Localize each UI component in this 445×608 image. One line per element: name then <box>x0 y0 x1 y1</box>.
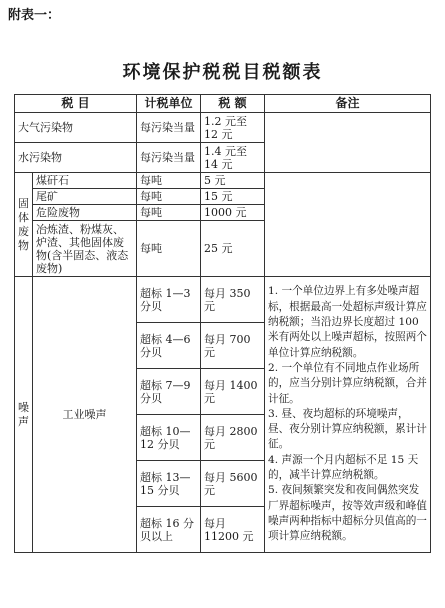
noise-unit: 超标 1—3 分贝 <box>137 277 201 323</box>
solid-unit: 每吨 <box>137 189 201 205</box>
noise-amount: 每月 2800 元 <box>201 415 265 461</box>
attachment-label: 附表一： <box>8 8 61 23</box>
water-unit: 每污染当量 <box>137 143 201 173</box>
noise-unit: 超标 7—9 分贝 <box>137 369 201 415</box>
note-3: 3. 昼、夜均超标的环境噪声，昼、夜分别计算应纳税额，累计计征。 <box>268 407 427 451</box>
solid-item: 煤矸石 <box>33 173 137 189</box>
noise-unit: 超标 13—15 分贝 <box>137 461 201 507</box>
note-5: 5. 夜间频繁突发和夜间偶然突发厂界超标噪声，按等效声级和峰值噪声两种指标中超标分贝值高的一项计算应纳税额。 <box>268 484 427 543</box>
noise-unit: 超标 4—6 分贝 <box>137 323 201 369</box>
tax-table <box>14 94 431 553</box>
noise-unit: 超标 10—12 分贝 <box>137 415 201 461</box>
header-item: 税 目 <box>15 95 137 113</box>
air-unit: 每污染当量 <box>137 113 201 143</box>
note-4: 4. 声源一个月内超标不足 15 天的，减半计算应纳税额。 <box>268 453 419 482</box>
table-row <box>15 277 431 323</box>
solid-item: 危险废物 <box>33 205 137 221</box>
noise-amount: 每月 350 元 <box>201 277 265 323</box>
noise-category: 噪声 <box>15 277 33 553</box>
solid-category: 固体废物 <box>15 173 33 277</box>
solid-amount: 5 元 <box>201 173 265 189</box>
noise-amount: 每月 700 元 <box>201 323 265 369</box>
table-row <box>15 173 431 189</box>
header-row <box>15 95 431 113</box>
noise-notes <box>265 277 431 553</box>
solid-amount: 25 元 <box>201 221 265 277</box>
noise-unit: 超标 16 分贝以上 <box>137 507 201 553</box>
water-item: 水污染物 <box>15 143 137 173</box>
solid-unit: 每吨 <box>137 205 201 221</box>
notes-empty-1 <box>265 113 431 173</box>
note-1: 1. 一个单位边界上有多处噪声超标，根据最高一处超标声级计算应纳税额；当沿边界长度超过 100 米有两处以上噪声超标，按照两个单位计算应纳税额。 <box>268 285 427 359</box>
noise-amount: 每月 11200 元 <box>201 507 265 553</box>
solid-item: 尾矿 <box>33 189 137 205</box>
noise-amount: 每月 5600 元 <box>201 461 265 507</box>
header-notes: 备注 <box>265 95 431 113</box>
table-title: 环境保护税税目税额表 <box>122 62 323 83</box>
notes-empty-2 <box>265 173 431 277</box>
solid-unit: 每吨 <box>137 221 201 277</box>
solid-amount: 15 元 <box>201 189 265 205</box>
water-amount: 1.4 元至 14 元 <box>201 143 265 173</box>
solid-item: 冶炼渣、粉煤灰、炉渣、其他固体废物(含半固态、液态废物) <box>33 221 137 277</box>
note-2: 2. 一个单位有不同地点作业场所的，应当分别计算应纳税额，合并计征。 <box>268 361 427 405</box>
noise-amount: 每月 1400 元 <box>201 369 265 415</box>
air-amount: 1.2 元至 12 元 <box>201 113 265 143</box>
air-item: 大气污染物 <box>15 113 137 143</box>
header-amount: 税 额 <box>201 95 265 113</box>
noise-subcategory: 工业噪声 <box>33 277 137 553</box>
table-row <box>15 113 431 143</box>
solid-unit: 每吨 <box>137 173 201 189</box>
header-unit: 计税单位 <box>137 95 201 113</box>
solid-amount: 1000 元 <box>201 205 265 221</box>
